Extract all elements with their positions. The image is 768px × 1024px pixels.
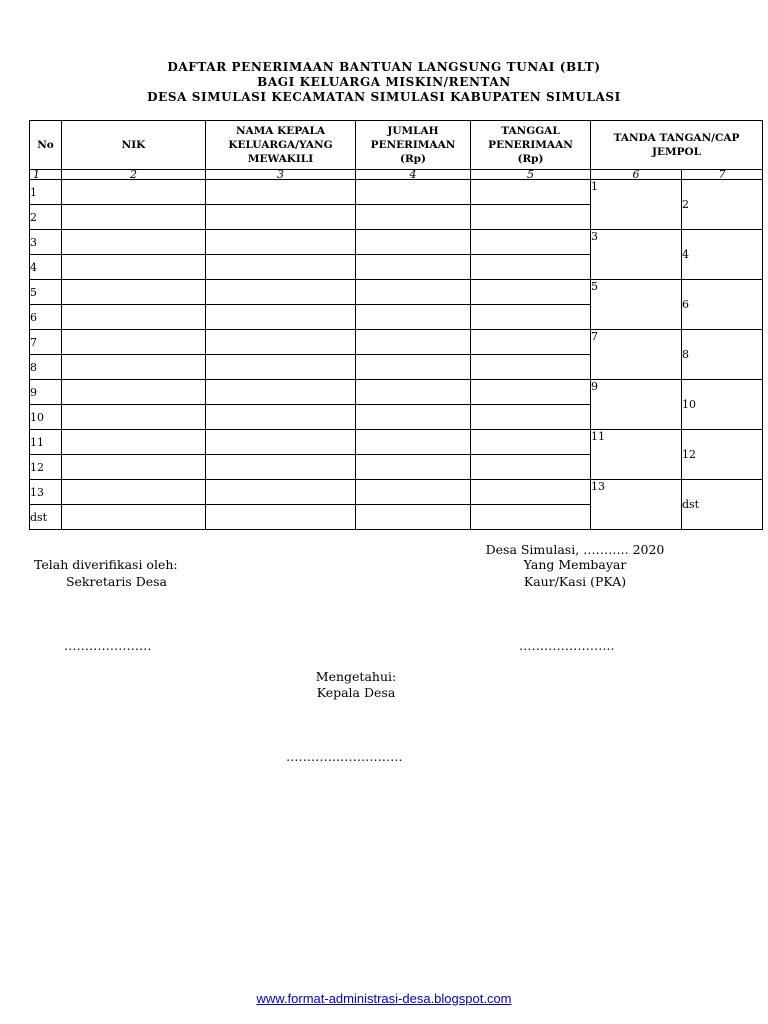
row-number: 11 <box>30 430 62 455</box>
payer-signature-line: ………………….. <box>519 638 615 653</box>
tanggal-cell[interactable] <box>471 505 591 530</box>
jumlah-cell[interactable] <box>356 330 471 355</box>
nama-cell[interactable] <box>206 405 356 430</box>
col-header-tanggal: TANGGAL PENERIMAAN (Rp) <box>471 121 591 170</box>
signature-cell-right[interactable]: 10 <box>682 380 763 430</box>
row-number: 1 <box>30 180 62 205</box>
row-number: 8 <box>30 355 62 380</box>
row-number: 4 <box>30 255 62 280</box>
col-number: 2 <box>62 170 206 180</box>
table-row <box>30 430 763 455</box>
nik-cell[interactable] <box>62 455 206 480</box>
signature-cell-right[interactable]: 12 <box>682 430 763 480</box>
doc-title-line1: DAFTAR PENERIMAAN BANTUAN LANGSUNG TUNAI (BLT) <box>167 60 601 74</box>
nik-cell[interactable] <box>62 430 206 455</box>
signature-cell-right[interactable]: 8 <box>682 330 763 380</box>
nik-cell[interactable] <box>62 355 206 380</box>
nama-cell[interactable] <box>206 255 356 280</box>
nama-cell[interactable] <box>206 505 356 530</box>
jumlah-cell[interactable] <box>356 205 471 230</box>
signature-cell-left[interactable]: 1 <box>591 180 682 230</box>
nik-cell[interactable] <box>62 380 206 405</box>
table-row <box>30 280 763 305</box>
col-header-nik: NIK <box>62 121 206 170</box>
jumlah-cell[interactable] <box>356 480 471 505</box>
row-number: 12 <box>30 455 62 480</box>
doc-title-line2: BAGI KELUARGA MISKIN/RENTAN <box>257 75 511 89</box>
nama-cell[interactable] <box>206 305 356 330</box>
jumlah-cell[interactable] <box>356 380 471 405</box>
jumlah-cell[interactable] <box>356 305 471 330</box>
acknowledged-label: Mengetahui: <box>315 669 397 684</box>
row-number: 7 <box>30 330 62 355</box>
col-header-jumlah: JUMLAH PENERIMAAN (Rp) <box>356 121 471 170</box>
nama-cell[interactable] <box>206 455 356 480</box>
row-number: dst <box>30 505 62 530</box>
nik-cell[interactable] <box>62 180 206 205</box>
place-date: Desa Simulasi, ……….. 2020 <box>485 542 665 557</box>
col-header-ttd: TANDA TANGAN/CAP JEMPOL <box>591 121 763 170</box>
nama-cell[interactable] <box>206 205 356 230</box>
signature-cell-left[interactable]: 7 <box>591 330 682 380</box>
nik-cell[interactable] <box>62 405 206 430</box>
table-row <box>30 380 763 405</box>
col-number: 3 <box>206 170 356 180</box>
payer-role-label: Kaur/Kasi (PKA) <box>523 574 627 589</box>
nama-cell[interactable] <box>206 355 356 380</box>
tanggal-cell[interactable] <box>471 355 591 380</box>
tanggal-cell[interactable] <box>471 280 591 305</box>
nama-cell[interactable] <box>206 480 356 505</box>
signature-cell-left[interactable]: 13 <box>591 480 682 530</box>
nama-cell[interactable] <box>206 330 356 355</box>
col-header-no: No <box>30 121 62 170</box>
nama-cell[interactable] <box>206 180 356 205</box>
col-number: 1 <box>30 170 62 180</box>
jumlah-cell[interactable] <box>356 180 471 205</box>
row-number: 5 <box>30 280 62 305</box>
signature-cell-right[interactable]: 4 <box>682 230 763 280</box>
row-number: 13 <box>30 480 62 505</box>
nama-cell[interactable] <box>206 430 356 455</box>
col-number: 7 <box>682 170 763 180</box>
head-label: Kepala Desa <box>316 685 396 700</box>
signature-cell-left[interactable]: 3 <box>591 230 682 280</box>
nik-cell[interactable] <box>62 255 206 280</box>
tanggal-cell[interactable] <box>471 205 591 230</box>
jumlah-cell[interactable] <box>356 430 471 455</box>
tanggal-cell[interactable] <box>471 380 591 405</box>
jumlah-cell[interactable] <box>356 405 471 430</box>
tanggal-cell[interactable] <box>471 455 591 480</box>
nik-cell[interactable] <box>62 505 206 530</box>
tanggal-cell[interactable] <box>471 405 591 430</box>
jumlah-cell[interactable] <box>356 255 471 280</box>
jumlah-cell[interactable] <box>356 230 471 255</box>
signature-cell-left[interactable]: 9 <box>591 380 682 430</box>
tanggal-cell[interactable] <box>471 230 591 255</box>
column-number-row <box>30 170 763 180</box>
table-row <box>30 230 763 255</box>
tanggal-cell[interactable] <box>471 305 591 330</box>
table-body <box>30 180 763 530</box>
table-row <box>30 180 763 205</box>
signature-cell-left[interactable]: 11 <box>591 430 682 480</box>
jumlah-cell[interactable] <box>356 505 471 530</box>
verified-by-label: Telah diverifikasi oleh: <box>34 557 178 572</box>
row-number: 3 <box>30 230 62 255</box>
payer-label: Yang Membayar <box>523 557 627 572</box>
tanggal-cell[interactable] <box>471 430 591 455</box>
jumlah-cell[interactable] <box>356 455 471 480</box>
recipient-table <box>29 120 763 530</box>
row-number: 2 <box>30 205 62 230</box>
tanggal-cell[interactable] <box>471 480 591 505</box>
doc-title-line3: DESA SIMULASI KECAMATAN SIMULASI KABUPATEN SIMULASI <box>147 90 621 104</box>
col-number: 4 <box>356 170 471 180</box>
jumlah-cell[interactable] <box>356 355 471 380</box>
table-row <box>30 480 763 505</box>
row-number: 6 <box>30 305 62 330</box>
col-number: 6 <box>591 170 682 180</box>
secretary-signature-line: ………………… <box>64 638 152 653</box>
nama-cell[interactable] <box>206 230 356 255</box>
nik-cell[interactable] <box>62 330 206 355</box>
nama-cell[interactable] <box>206 280 356 305</box>
col-number: 5 <box>471 170 591 180</box>
table-header-row <box>30 121 763 170</box>
tanggal-cell[interactable] <box>471 255 591 280</box>
nik-cell[interactable] <box>62 230 206 255</box>
secretary-label: Sekretaris Desa <box>65 574 168 589</box>
tanggal-cell[interactable] <box>471 180 591 205</box>
head-signature-line: ………………………. <box>286 749 403 764</box>
signature-cell-left[interactable]: 5 <box>591 280 682 330</box>
signature-cell-right[interactable]: 6 <box>682 280 763 330</box>
nama-cell[interactable] <box>206 380 356 405</box>
signature-cell-right[interactable]: dst <box>682 480 763 530</box>
nik-cell[interactable] <box>62 280 206 305</box>
signature-cell-right[interactable]: 2 <box>682 180 763 230</box>
jumlah-cell[interactable] <box>356 280 471 305</box>
nik-cell[interactable] <box>62 305 206 330</box>
nik-cell[interactable] <box>62 480 206 505</box>
row-number: 9 <box>30 380 62 405</box>
row-number: 10 <box>30 405 62 430</box>
col-header-nama: NAMA KEPALA KELUARGA/YANG MEWAKILI <box>206 121 356 170</box>
tanggal-cell[interactable] <box>471 330 591 355</box>
nik-cell[interactable] <box>62 205 206 230</box>
footer-link[interactable]: www.format-administrasi-desa.blogspot.com <box>256 991 512 1006</box>
table-row <box>30 330 763 355</box>
